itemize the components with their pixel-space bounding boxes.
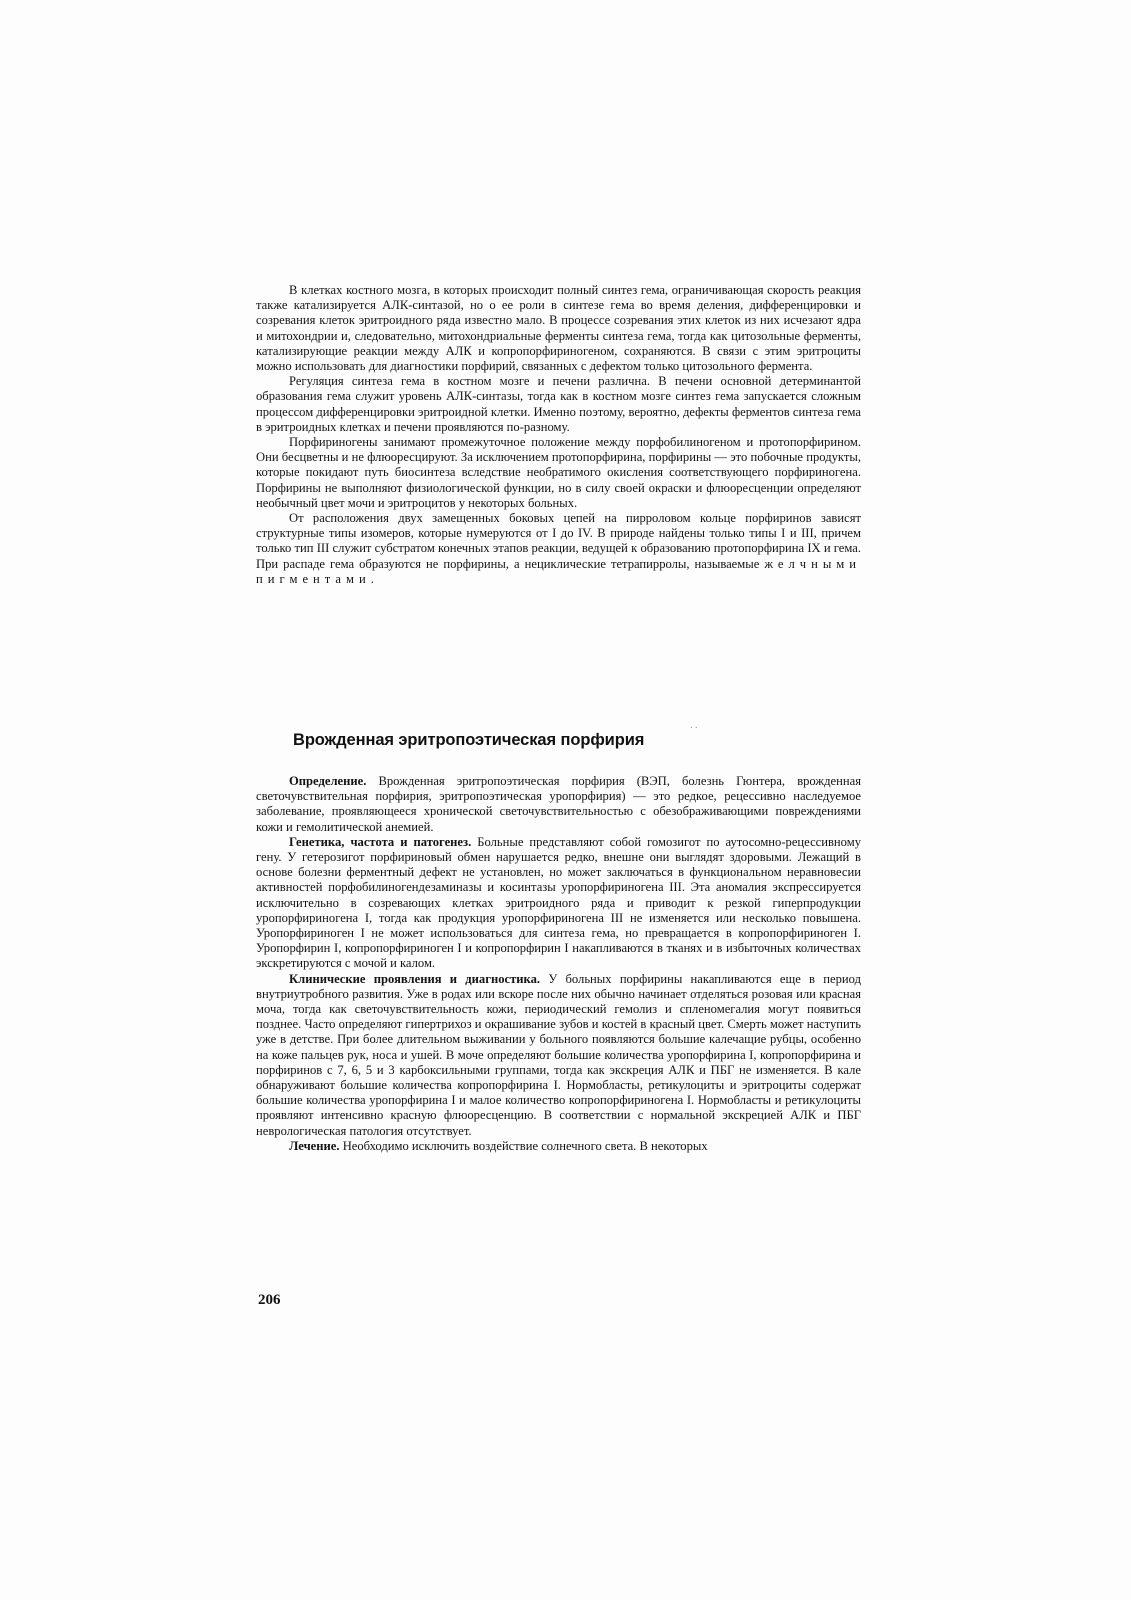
definition-label: Определение. <box>289 774 367 788</box>
scan-specks: . . <box>690 720 698 731</box>
paragraph-genetics <box>256 835 861 972</box>
intro-text-block <box>256 283 861 587</box>
paragraph-porphyrinogens: Порфириногены занимают промежуточное положение между порфобилиногеном и протопорфирином. Они бесцветны и не флюоресцируют. За исключением протопорфирина, порфирины — это побочные продукты, которые покидают путь биосинтеза вследствие необратимого окисления соответствующего порфириногена. Порфирины не выполняют физиологической функции, но в силу своей окраски и флюоресценции определяют необычный цвет мочи и эритроцитов у некоторых больных. <box>256 435 861 510</box>
paragraph-treatment <box>256 1139 861 1154</box>
genetics-label: Генетика, частота и патогенез. <box>289 834 472 849</box>
treatment-text: Необходимо исключить воздействие солнечного света. В некоторых <box>342 1138 708 1153</box>
isomers-text: От расположения двух замещенных боковых цепей на пирроловом кольце порфиринов зависят структурные типы изомеров, которые нумеруются от I до IV. В природе найдены только типы I и III, причем только тип III служит субстратом конечных этапов реакции, ведущей к образованию протопорфирина IX и гема. При распаде гема образуются не порфирины, а нециклические тетрапирролы, называемые <box>256 511 861 571</box>
section-text-block <box>256 774 861 1154</box>
genetics-text: Больные представляют собой гомозигот по аутосомно-рецессивному гену. У гетерозигот порфириновый обмен нарушается редко, внешне они выглядят здоровыми. Лежащий в основе болезни ферментный дефект не установлен, но может заключаться в функциональном неравновесии активностей порфобилиногендезаминазы и косинтазы уропорфириногена III. Эта аномалия экспрессируется исключительно в созревающих клетках эритроидного ряда и приводит к резкой гиперпродукции уропорфириногена I, тогда как продукция уропорфириногена III не изменяется или несколько повышена. Уропорфириноген I не может использоваться для синтеза гема, но превращается в копропорфириноген I. Уропорфирин I, копропорфириноген I и копропорфирин I накапливаются в тканях и в избыточных количествах экскретируются с мочой и калом. <box>256 834 861 971</box>
paragraph-bone-marrow-synthesis: В клетках костного мозга, в которых происходит полный синтез гема, ограничивающая скорость реакция также катализируется АЛК-синтазой, но о ее роли в синтезе гема во время деления, дифференцировки и созревания клеток эритроидного ряда известно мало. В процессе созревания этих клеток из них исчезают ядра и митохондрии и, следовательно, митохондриальные ферменты синтеза гема, тогда как цитозольные ферменты, катализирующие реакции между АЛК и копропорфириногеном, сохраняются. В связи с этим эритроциты можно использовать для диагностики порфирий, связанных с дефектом только цитозольного фермента. <box>256 283 861 374</box>
paragraph-regulation: Регуляция синтеза гема в костном мозге и печени различна. В печени основной детерминантой образования гема служит уровень АЛК-синтазы, тогда как в костном мозге синтез гема запускается сложным процессом дифференцировки эритроидной клетки. Именно поэтому, вероятно, дефекты ферментов синтеза гема в эритроидных клетках и печени проявляются по-разному. <box>256 374 861 434</box>
clinical-label: Клинические проявления и диагностика. <box>289 971 541 986</box>
bile-pigments-emphasis: желчными пигментами. <box>256 556 861 586</box>
clinical-text: У больных порфирины накапливаются еще в период внутриутробного развития. Уже в родах или вскоре после них обычно начинает отделяться розовая или красная моча, тогда как светочувствительность кожи, периодический гемолиз и спленомегалия могут появиться позднее. Часто определяют гипертрихоз и окрашивание зубов и костей в красный цвет. Смерть может наступить уже в детстве. При более длительном выживании у больного появляются большие калечащие рубцы, особенно на коже пальцев рук, носа и ушей. В моче определяют большие количества уропорфирина I, копропорфирина и порфиринов с 7, 6, 5 и 3 карбоксильными группами, тогда как экскреция АЛК и ПБГ не изменяется. В кале обнаруживают большие количества копропорфирина I. Нормобласты, ретикулоциты и эритроциты содержат большие количества уропорфирина I и малое количество копропорфириногена I. Нормобласты и ретикулоциты проявляют интенсивно красную флюоресценцию. В соответствии с нормальной экскрецией АЛК и ПБГ неврологическая патология отсутствует. <box>256 971 861 1138</box>
paragraph-isomers <box>256 511 861 587</box>
page-number: 206 <box>258 1292 281 1308</box>
paragraph-clinical <box>256 972 861 1139</box>
section-title: Врожденная эритропоэтическая порфирия <box>293 731 645 749</box>
paragraph-definition <box>256 774 861 835</box>
treatment-label: Лечение. <box>289 1138 340 1153</box>
definition-text: Врожденная эритропоэтическая порфирия (ВЭП, болезнь Гюнтера, врожденная светочувствительная порфирия, эритропоэтическая уропорфирия) — это редкое, рецессивно наследуемое заболевание, проявляющееся хронической светочувствительностью с обезображивающими повреждениями кожи и гемолитической анемией. <box>256 774 861 834</box>
